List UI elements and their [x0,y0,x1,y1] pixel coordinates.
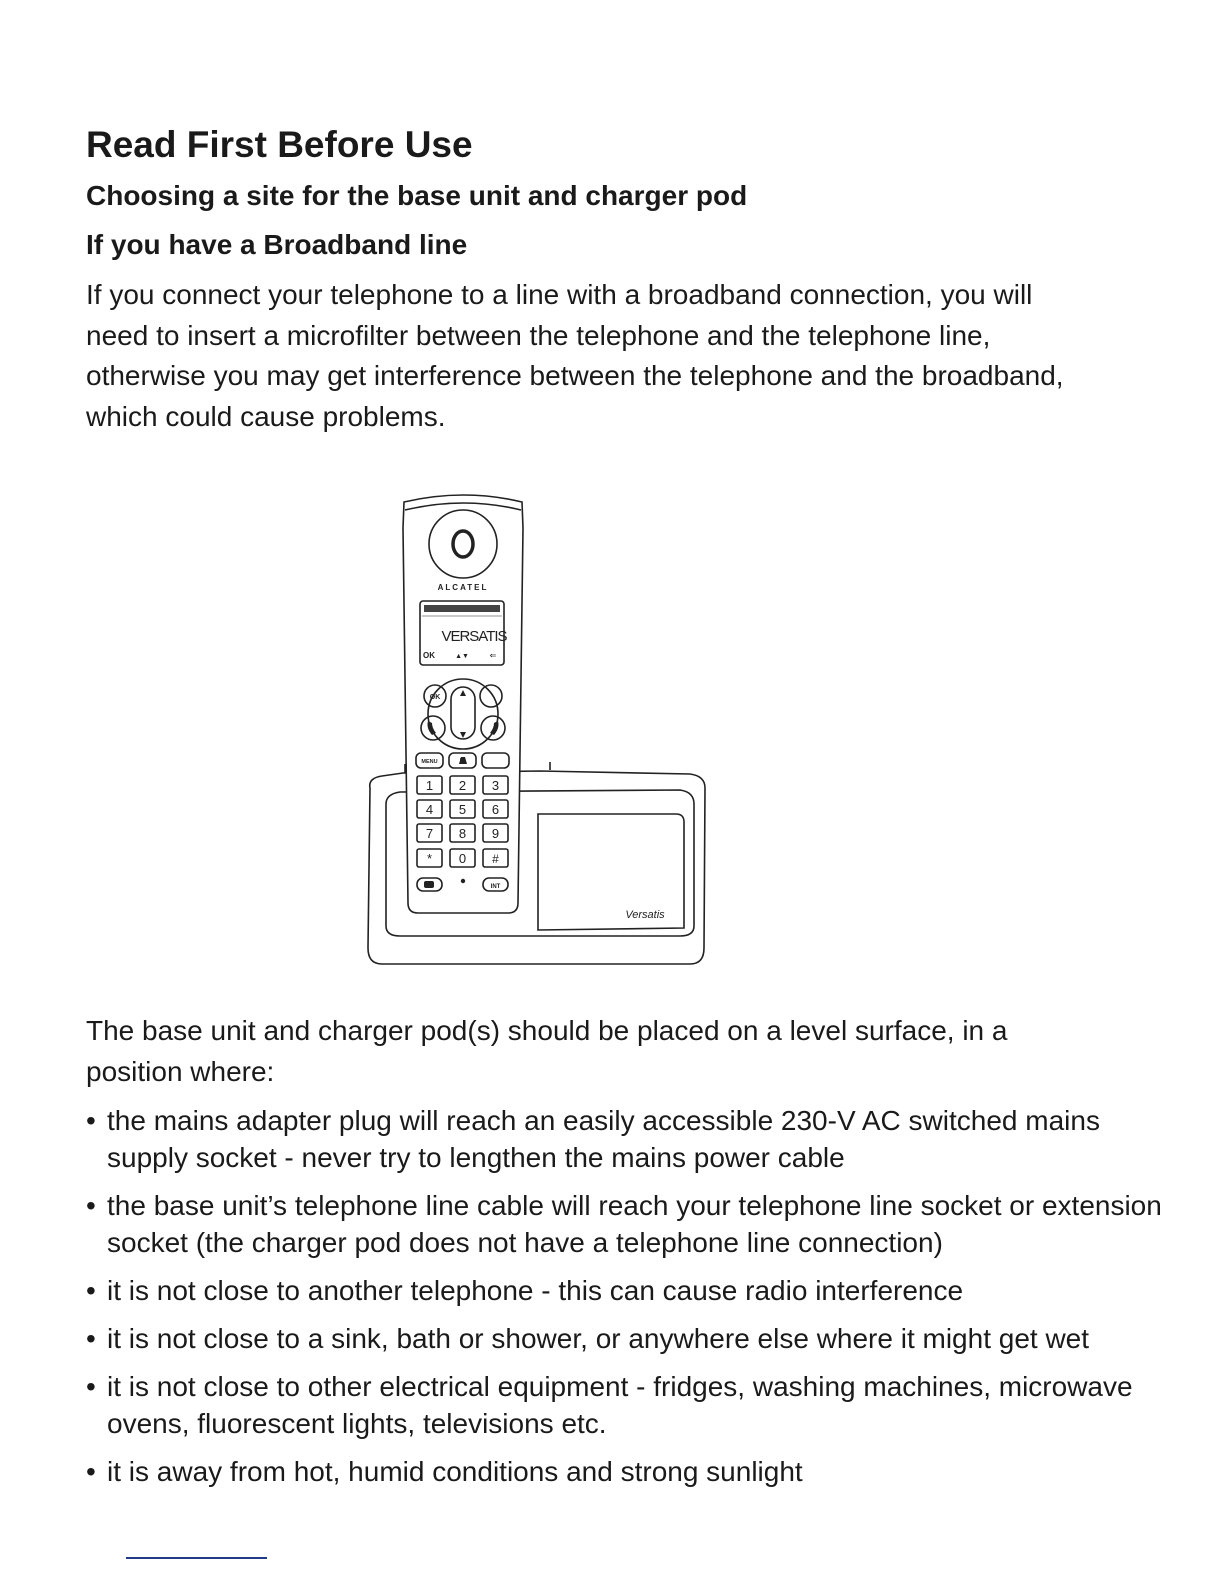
list-item: • it is away from hot, humid conditions and strong sunlight [86,1453,1166,1490]
phone-illustration [360,488,710,973]
key-6-label: 6 [491,802,500,817]
key-int-label: INT [490,884,501,890]
brand-label: ALCATEL [437,583,489,592]
footer-rule [126,1557,267,1559]
display-text: VERSATIS [441,628,507,645]
key-menu-label: MENU [421,759,438,765]
key-r-label: R [459,757,466,766]
subheading-broadband: If you have a Broadband line [86,229,468,260]
key-2-label: 2 [458,778,467,793]
page-title: Read First Before Use [86,124,473,165]
list-item: • it is not close to another telephone - this can cause radio interference [86,1272,1166,1309]
key-3-label: 3 [491,778,500,793]
placement-intro: The base unit and charger pod(s) should be placed on a level surface, in a position where: [86,1015,1008,1087]
key-8-label: 8 [458,826,467,841]
softkey-ok-label: OK [423,651,435,660]
nav-ok-label: OK [429,694,441,701]
list-item: • the base unit’s telephone line cable will reach your telephone line socket or extension socket (the charger pod does not have a telephone line connection) [86,1187,1166,1261]
base-logo: Versatis [625,909,665,921]
key-7-label: 7 [425,826,434,841]
key-1-label: 1 [425,778,434,793]
key-9-label: 9 [491,826,500,841]
key-hash-label: # [492,852,499,866]
softkey-nav-label: ▲▼ [455,653,469,660]
key-0-label: 0 [458,851,467,866]
key-4-label: 4 [425,802,434,817]
placement-list [86,1102,1166,1501]
list-item: • the mains adapter plug will reach an easily accessible 230-V AC switched mains supply socket - never try to lengthen the mains power cable [86,1102,1166,1176]
key-5-label: 5 [458,802,467,817]
softkey-back-label: ⇐ [489,651,497,660]
list-item: • it is not close to other electrical equipment - fridges, washing machines, microwave ovens, fluorescent lights, televisions etc. [86,1368,1166,1442]
key-star-label: * [426,851,433,866]
broadband-paragraph: If you connect your telephone to a line with a broadband connection, you will need to insert a microfilter between the telephone and the telephone line, otherwise you may get interference between the telephone and the broadband, which could cause problems. [86,279,1064,432]
subheading-site: Choosing a site for the base unit and charger pod [86,180,748,211]
list-item: • it is not close to a sink, bath or shower, or anywhere else where it might get wet [86,1320,1166,1357]
